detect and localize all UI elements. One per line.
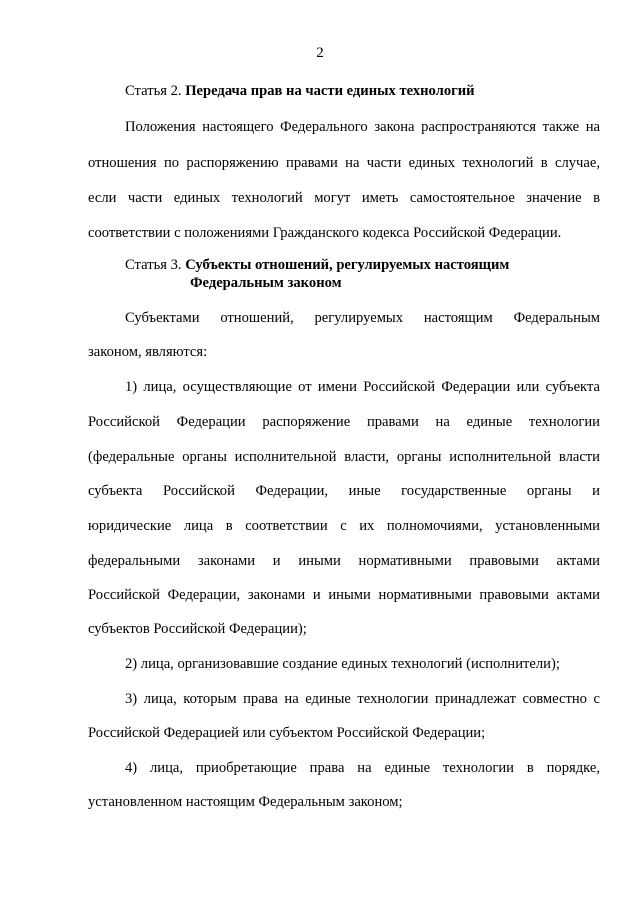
article-2-line-1: Положения настоящего Федерального закона распространяются также на <box>125 119 600 135</box>
article-2-heading <box>125 82 475 100</box>
article-3-title-line-2: Федеральным законом <box>190 275 342 291</box>
item-1-line-4: субъекта Российской Федерации, иные государственные органы и <box>88 483 600 499</box>
item-3-line-1: 3) лица, которым права на единые технологии принадлежат совместно с <box>125 691 600 707</box>
article-3-intro-line-1: Субъектами отношений, регулируемых настоящим Федеральным <box>125 310 600 326</box>
item-2-line-1: 2) лица, организовавшие создание единых технологий (исполнители); <box>125 656 560 672</box>
item-1-line-5: юридические лица в соответствии с их полномочиями, установленными <box>88 518 600 534</box>
article-2-line-4: соответствии с положениями Гражданского кодекса Российской Федерации. <box>88 225 562 241</box>
article-2-line-3: если части единых технологий могут иметь самостоятельное значение в <box>88 190 600 206</box>
article-3-heading <box>125 256 509 274</box>
article-2-label: Статья 2. <box>125 83 182 99</box>
article-2-line-2: отношения по распоряжению правами на части единых технологий в случае, <box>88 155 600 171</box>
item-4-line-1: 4) лица, приобретающие права на единые технологии в порядке, <box>125 760 600 776</box>
item-1-line-1: 1) лица, осуществляющие от имени Российской Федерации или субъекта <box>125 379 600 395</box>
item-1-line-3: (федеральные органы исполнительной власти, органы исполнительной власти <box>88 449 600 465</box>
page-number: 2 <box>316 45 324 61</box>
item-3-line-2: Российской Федерацией или субъектом Российской Федерации; <box>88 725 486 741</box>
article-2-title: Передача прав на части единых технологий <box>185 83 475 99</box>
item-4-line-2: установленном настоящим Федеральным законом; <box>88 794 403 810</box>
item-1-line-7: Российской Федерации, законами и иными нормативными правовыми актами <box>88 587 600 603</box>
item-1-line-8: субъектов Российской Федерации); <box>88 621 307 637</box>
article-3-intro-line-2: законом, являются: <box>88 344 208 360</box>
item-1-line-2: Российской Федерации распоряжение правами на единые технологии <box>88 414 600 430</box>
article-3-label: Статья 3. <box>125 257 182 273</box>
article-3-title-line-1: Субъекты отношений, регулируемых настоящим <box>185 257 510 273</box>
item-1-line-6: федеральными законами и иными нормативными правовыми актами <box>88 553 600 569</box>
